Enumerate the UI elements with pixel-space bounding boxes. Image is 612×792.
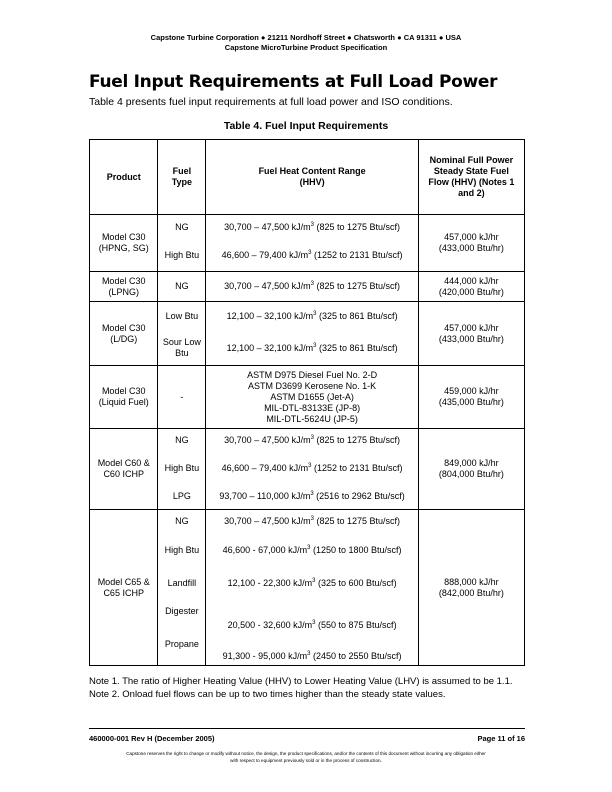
- table-header-row: [90, 140, 525, 215]
- fuel-spec: ASTM D975 Diesel Fuel No. 2-D: [247, 369, 378, 380]
- footer-divider: [89, 728, 525, 729]
- fuel-spec: MIL-DTL-83133E (JP-8): [264, 402, 361, 413]
- section-title: Fuel Input Requirements at Full Load Power: [89, 72, 498, 92]
- fuel-requirements-table: [89, 139, 525, 666]
- fuel-cell: Landfill: [158, 567, 206, 600]
- product-cell: Model C65 & C65 ICHP: [97, 576, 150, 598]
- header-product: Product: [90, 140, 158, 215]
- range-cell: 46,600 - 67,000 $kJ/m^3$ (1250 to 1800 Btu/scf): [206, 534, 418, 567]
- table-row: [90, 215, 525, 240]
- range-cell: 30,700 – 47,500 $kJ/m^3$ (825 to 1275 Btu/scf): [206, 510, 418, 534]
- page-header: [0, 33, 612, 53]
- table-notes: [89, 675, 513, 701]
- fuel-cell: High Btu: [158, 534, 206, 567]
- range-cell: 93,700 – 110,000 $kJ/m^3$ (2516 to 2962 Btu/scf): [206, 485, 418, 510]
- flow-cell: 459,000 kJ/hr (435,000 Btu/hr): [438, 386, 504, 407]
- table-row: [90, 510, 525, 534]
- fuel-cell: Low Btu: [158, 302, 206, 332]
- fuel-cell: Propane: [158, 633, 206, 666]
- product-cell: Model C30 (LPNG): [101, 275, 146, 297]
- flow-cell: 457,000 kJ/hr (433,000 Btu/hr): [438, 322, 504, 344]
- range-cell: 46,600 – 79,400 $kJ/m^3$ (1252 to 2131 Btu/scf): [206, 240, 418, 272]
- table-row: [90, 272, 525, 302]
- product-cell: Model C30 (HPNG, SG): [98, 232, 149, 253]
- header-fuel-type: Fuel Type: [158, 140, 206, 215]
- range-cell: 30,700 – 47,500 $kJ/m^3$ (825 to 1275 Btu/scf): [206, 429, 418, 452]
- table-row: [90, 366, 525, 429]
- flow-cell: 888,000 kJ/hr (842,000 Btu/hr): [438, 576, 504, 598]
- flow-cell: 849,000 kJ/hr (804,000 Btu/hr): [438, 458, 504, 479]
- table-caption: Table 4. Fuel Input Requirements: [223, 120, 389, 132]
- page-number: Page 11 of 16: [477, 734, 525, 743]
- fuel-cell: Digester: [158, 600, 206, 633]
- range-cell: 46,600 – 79,400 $kJ/m^3$ (1252 to 2131 Btu/scf): [206, 452, 418, 485]
- fuel-cell: NG: [158, 215, 206, 240]
- fuel-cell: High Btu: [158, 452, 206, 485]
- fuel-cell: Sour Low Btu: [162, 337, 201, 359]
- range-cell: [206, 366, 418, 429]
- range-cell: 12,100 - 22,300 $kJ/m^3$ (325 to 600 Btu/scf): [206, 567, 418, 600]
- disclaimer-line-1: Capstone reserves the right to change or modify without notice, the design, the product specifications, and/or the contents of this document without incurring any obligation either: [126, 751, 486, 756]
- range-cell: 20,500 - 32,600 $kJ/m^3$ (550 to 875 Btu/scf): [206, 600, 418, 633]
- disclaimer-line-2: with respect to equipment previously sold or in the process of construction.: [230, 758, 382, 763]
- fuel-spec: ASTM D3699 Kerosene No. 1-K: [248, 380, 377, 391]
- fuel-cell: High Btu: [158, 240, 206, 272]
- fuel-spec: ASTM D1655 (Jet-A): [270, 391, 354, 402]
- table-row: [90, 429, 525, 452]
- range-cell: 12,100 – 32,100 $kJ/m^3$ (325 to 861 Btu/scf): [206, 302, 418, 332]
- header-address: Capstone Turbine Corporation ● 21211 Nordhoff Street ● Chatsworth ● CA 91311 ● USA: [150, 33, 462, 42]
- doc-number: 460000-001 Rev H (December 2005): [89, 734, 215, 743]
- fuel-cell: NG: [158, 272, 206, 302]
- fuel-cell: LPG: [158, 485, 206, 510]
- product-cell: Model C30 (Liquid Fuel): [98, 386, 149, 407]
- fuel-cell: NG: [158, 510, 206, 534]
- product-cell: Model C30 (L/DG): [101, 322, 146, 344]
- fuel-cell: -: [158, 366, 206, 429]
- header-doc-title: Capstone MicroTurbine Product Specification: [224, 43, 388, 52]
- table-row: [90, 302, 525, 332]
- note-2: Note 2. Onload fuel flows can be up to two times higher than the steady state values.: [89, 689, 446, 700]
- header-heat-range: Fuel Heat Content Range (HHV): [206, 140, 418, 215]
- flow-cell: 457,000 kJ/hr (433,000 Btu/hr): [438, 232, 504, 253]
- product-cell: Model C60 & C60 ICHP: [97, 458, 150, 479]
- disclaimer: [0, 750, 612, 764]
- fuel-cell: NG: [158, 429, 206, 452]
- header-flow: Nominal Full Power Steady State Fuel Flow (HHV) (Notes 1 and 2): [418, 140, 524, 215]
- note-1: Note 1. The ratio of Higher Heating Value (HHV) to Lower Heating Value (LHV) is assumed to be 1.1.: [89, 676, 513, 687]
- range-cell: 30,700 – 47,500 $kJ/m^3$ (825 to 1275 Btu/scf): [206, 215, 418, 240]
- range-cell: 91,300 - 95,000 $kJ/m^3$ (2450 to 2550 Btu/scf): [206, 633, 418, 666]
- range-cell: 12,100 – 32,100 $kJ/m^3$ (325 to 861 Btu/scf): [206, 332, 418, 366]
- intro-text: Table 4 presents fuel input requirements at full load power and ISO conditions.: [89, 96, 453, 108]
- fuel-spec: MIL-DTL-5624U (JP-5): [266, 413, 358, 424]
- flow-cell: 444,000 kJ/hr (420,000 Btu/hr): [438, 275, 504, 297]
- range-cell: 30,700 – 47,500 $kJ/m^3$ (825 to 1275 Btu/scf): [206, 272, 418, 302]
